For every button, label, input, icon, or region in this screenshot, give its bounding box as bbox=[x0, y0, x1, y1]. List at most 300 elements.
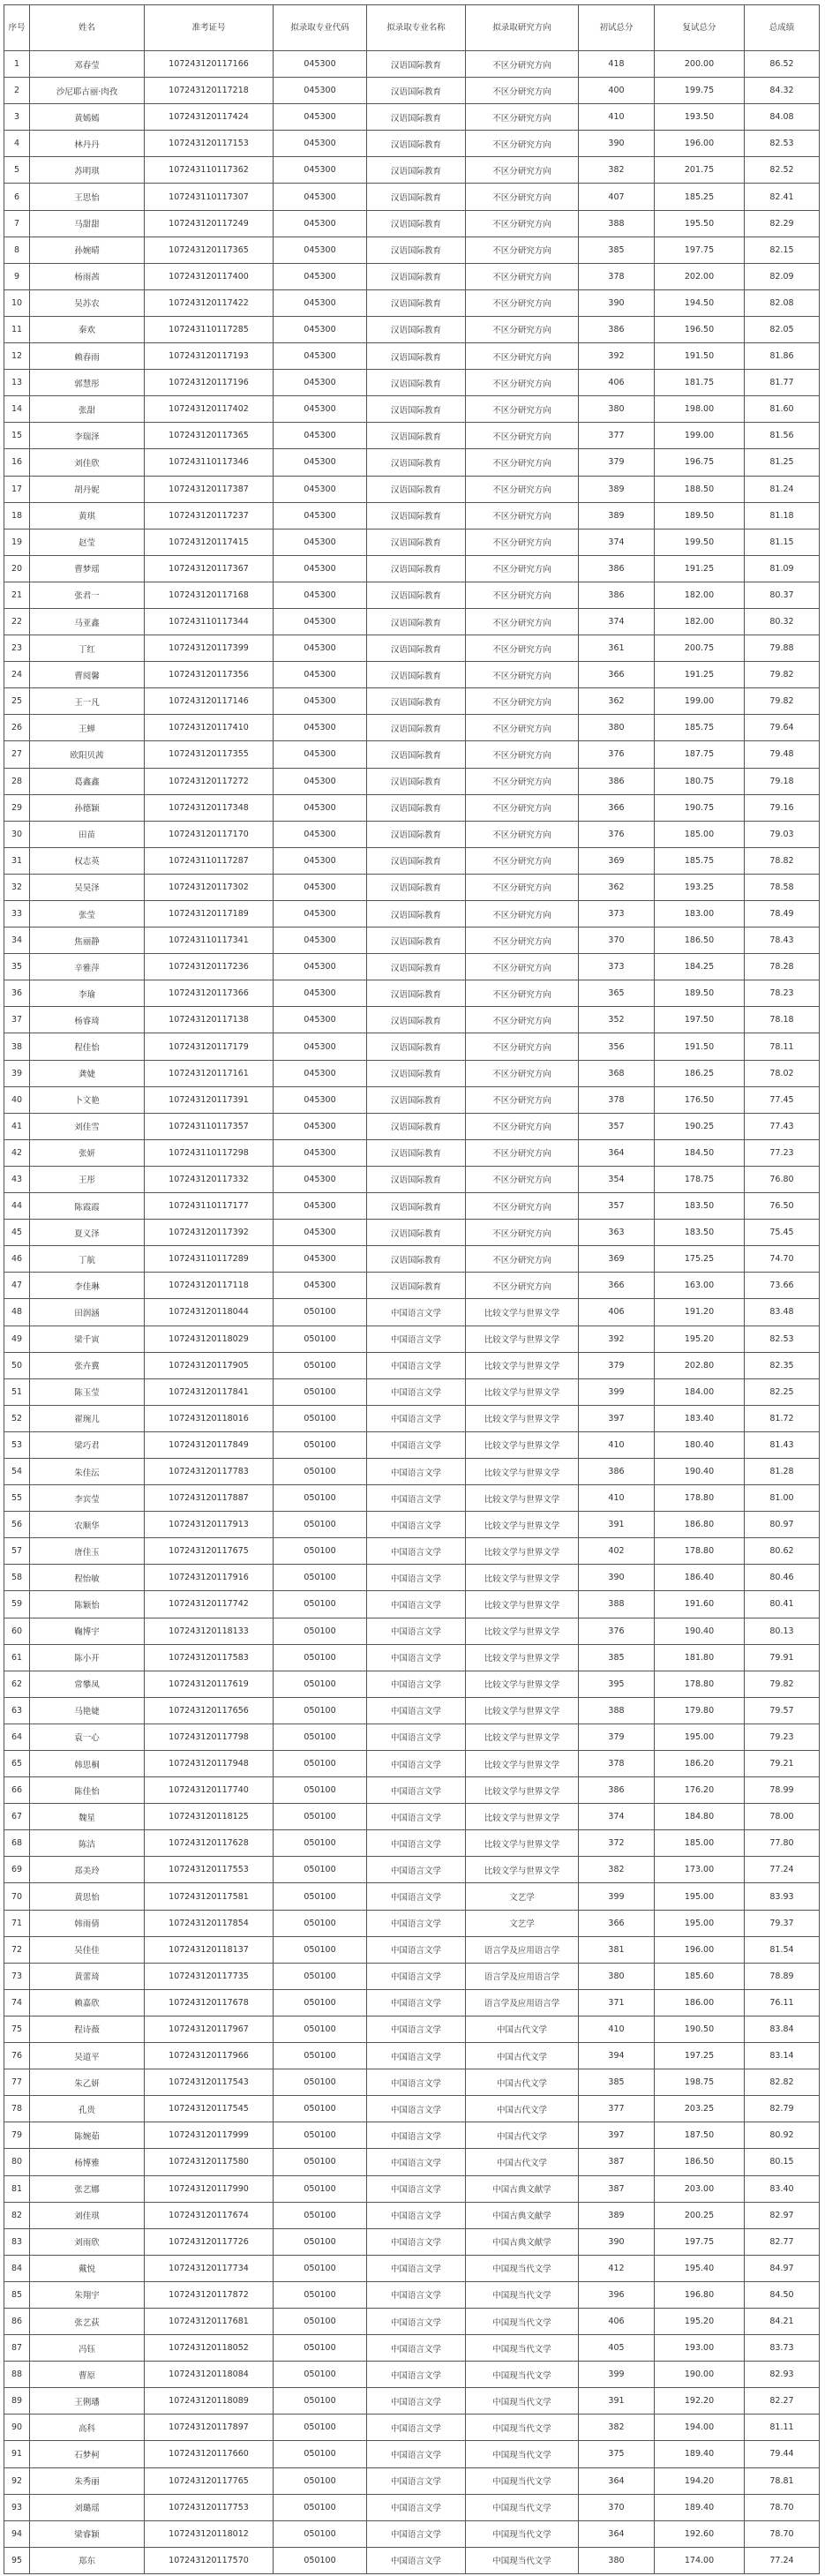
cell-major-code: 045300 bbox=[274, 131, 367, 157]
cell-retest-score: 179.80 bbox=[655, 1697, 745, 1724]
table-row bbox=[4, 2043, 820, 2069]
cell-exam-id: 107243120117681 bbox=[145, 2308, 274, 2334]
cell-exam-id: 107243120117553 bbox=[145, 1857, 274, 1883]
cell-retest-score: 163.00 bbox=[655, 1273, 745, 1299]
cell-prelim-score: 386 bbox=[579, 1777, 655, 1804]
table-row bbox=[4, 423, 820, 449]
cell-major-code: 050100 bbox=[274, 1804, 367, 1830]
cell-major-name: 中国语言文学 bbox=[367, 1352, 466, 1378]
cell-name: 常攀凤 bbox=[30, 1671, 145, 1697]
cell-seq: 28 bbox=[4, 768, 30, 794]
cell-research-direction: 不区分研究方向 bbox=[466, 741, 579, 768]
cell-total-score: 81.25 bbox=[745, 449, 820, 476]
cell-total-score: 75.45 bbox=[745, 1220, 820, 1246]
cell-total-score: 78.58 bbox=[745, 874, 820, 900]
cell-research-direction: 不区分研究方向 bbox=[466, 78, 579, 104]
cell-retest-score: 203.25 bbox=[655, 2096, 745, 2122]
table-row bbox=[4, 343, 820, 370]
cell-total-score: 78.49 bbox=[745, 901, 820, 928]
cell-prelim-score: 410 bbox=[579, 104, 655, 131]
cell-exam-id: 107243120117249 bbox=[145, 210, 274, 237]
cell-prelim-score: 406 bbox=[579, 370, 655, 396]
cell-research-direction: 比较文学与世界文学 bbox=[466, 1299, 579, 1326]
cell-total-score: 78.70 bbox=[745, 2520, 820, 2547]
table-row bbox=[4, 1857, 820, 1883]
cell-prelim-score: 352 bbox=[579, 1007, 655, 1033]
cell-research-direction: 不区分研究方向 bbox=[466, 980, 579, 1007]
cell-seq: 79 bbox=[4, 2122, 30, 2149]
cell-total-score: 82.41 bbox=[745, 184, 820, 210]
cell-exam-id: 107243120117948 bbox=[145, 1751, 274, 1777]
cell-name: 梁巧君 bbox=[30, 1431, 145, 1458]
table-row bbox=[4, 449, 820, 476]
cell-total-score: 79.23 bbox=[745, 1724, 820, 1750]
cell-name: 王一凡 bbox=[30, 688, 145, 715]
cell-retest-score: 185.75 bbox=[655, 847, 745, 874]
cell-seq: 92 bbox=[4, 2467, 30, 2494]
cell-research-direction: 中国古代文学 bbox=[466, 2096, 579, 2122]
cell-retest-score: 193.50 bbox=[655, 104, 745, 131]
cell-prelim-score: 380 bbox=[579, 2547, 655, 2573]
cell-name: 秦欢 bbox=[30, 316, 145, 342]
cell-seq: 49 bbox=[4, 1326, 30, 1352]
cell-name: 林丹丹 bbox=[30, 131, 145, 157]
cell-major-code: 045300 bbox=[274, 1060, 367, 1086]
cell-exam-id: 107243120117675 bbox=[145, 1538, 274, 1565]
table-row bbox=[4, 1246, 820, 1273]
cell-seq: 69 bbox=[4, 1857, 30, 1883]
table-row bbox=[4, 2096, 820, 2122]
cell-name: 马亚鑫 bbox=[30, 608, 145, 635]
cell-major-name: 中国语言文学 bbox=[367, 2149, 466, 2175]
cell-prelim-score: 366 bbox=[579, 794, 655, 821]
cell-seq: 83 bbox=[4, 2228, 30, 2255]
cell-retest-score: 196.00 bbox=[655, 1936, 745, 1963]
cell-major-name: 中国语言文学 bbox=[367, 1804, 466, 1830]
table-row bbox=[4, 263, 820, 289]
table-row bbox=[4, 2255, 820, 2281]
header-seq: 序号 bbox=[4, 5, 30, 51]
cell-total-score: 78.43 bbox=[745, 928, 820, 954]
table-row bbox=[4, 1618, 820, 1644]
cell-research-direction: 比较文学与世界文学 bbox=[466, 1830, 579, 1857]
cell-seq: 10 bbox=[4, 289, 30, 316]
cell-research-direction: 比较文学与世界文学 bbox=[466, 1671, 579, 1697]
cell-seq: 53 bbox=[4, 1431, 30, 1458]
cell-retest-score: 200.25 bbox=[655, 2202, 745, 2228]
cell-major-code: 045300 bbox=[274, 768, 367, 794]
cell-prelim-score: 379 bbox=[579, 449, 655, 476]
cell-name: 翟琬儿 bbox=[30, 1405, 145, 1431]
cell-exam-id: 107243120117990 bbox=[145, 2175, 274, 2202]
cell-name: 丁红 bbox=[30, 635, 145, 662]
cell-major-code: 050100 bbox=[274, 1777, 367, 1804]
cell-total-score: 82.79 bbox=[745, 2096, 820, 2122]
cell-research-direction: 比较文学与世界文学 bbox=[466, 1644, 579, 1671]
cell-major-name: 汉语国际教育 bbox=[367, 1139, 466, 1166]
cell-research-direction: 不区分研究方向 bbox=[466, 928, 579, 954]
cell-exam-id: 107243120117999 bbox=[145, 2122, 274, 2149]
cell-major-code: 050100 bbox=[274, 2043, 367, 2069]
cell-research-direction: 不区分研究方向 bbox=[466, 316, 579, 342]
cell-retest-score: 181.80 bbox=[655, 1644, 745, 1671]
cell-exam-id: 107243120117138 bbox=[145, 1007, 274, 1033]
cell-research-direction: 中国古代文学 bbox=[466, 2069, 579, 2096]
cell-major-name: 中国语言文学 bbox=[367, 1618, 466, 1644]
cell-name: 袁一心 bbox=[30, 1724, 145, 1750]
cell-exam-id: 107243120117660 bbox=[145, 2441, 274, 2467]
cell-major-name: 汉语国际教育 bbox=[367, 662, 466, 688]
table-row bbox=[4, 2308, 820, 2334]
cell-name: 刘佳琪 bbox=[30, 2202, 145, 2228]
cell-name: 张君一 bbox=[30, 582, 145, 608]
cell-prelim-score: 405 bbox=[579, 2335, 655, 2362]
cell-exam-id: 107243120117678 bbox=[145, 1989, 274, 2016]
cell-total-score: 79.64 bbox=[745, 715, 820, 741]
cell-total-score: 82.52 bbox=[745, 157, 820, 184]
cell-major-name: 中国语言文学 bbox=[367, 1963, 466, 1989]
cell-prelim-score: 366 bbox=[579, 1910, 655, 1936]
cell-exam-id: 107243120117367 bbox=[145, 555, 274, 582]
header-major-name: 拟录取专业名称 bbox=[367, 5, 466, 51]
cell-exam-id: 107243120117656 bbox=[145, 1697, 274, 1724]
cell-exam-id: 107243120117348 bbox=[145, 794, 274, 821]
cell-major-name: 中国语言文学 bbox=[367, 1751, 466, 1777]
cell-research-direction: 不区分研究方向 bbox=[466, 104, 579, 131]
cell-total-score: 82.35 bbox=[745, 1352, 820, 1378]
cell-exam-id: 107243120117619 bbox=[145, 1671, 274, 1697]
cell-prelim-score: 391 bbox=[579, 2388, 655, 2415]
cell-major-code: 050100 bbox=[274, 1485, 367, 1512]
cell-major-code: 050100 bbox=[274, 1431, 367, 1458]
cell-prelim-score: 386 bbox=[579, 555, 655, 582]
table-row bbox=[4, 1565, 820, 1591]
cell-research-direction: 比较文学与世界文学 bbox=[466, 1565, 579, 1591]
cell-prelim-score: 370 bbox=[579, 928, 655, 954]
cell-major-name: 汉语国际教育 bbox=[367, 768, 466, 794]
cell-name: 吴佳佳 bbox=[30, 1936, 145, 1963]
cell-prelim-score: 368 bbox=[579, 1060, 655, 1086]
cell-major-name: 中国语言文学 bbox=[367, 2043, 466, 2069]
cell-retest-score: 194.50 bbox=[655, 289, 745, 316]
cell-total-score: 82.53 bbox=[745, 131, 820, 157]
cell-retest-score: 197.50 bbox=[655, 1007, 745, 1033]
cell-name: 苏明琪 bbox=[30, 157, 145, 184]
table-row bbox=[4, 1060, 820, 1086]
cell-seq: 89 bbox=[4, 2388, 30, 2415]
cell-major-code: 045300 bbox=[274, 1193, 367, 1220]
cell-research-direction: 中国现当代文学 bbox=[466, 2441, 579, 2467]
table-row bbox=[4, 1724, 820, 1750]
cell-total-score: 82.09 bbox=[745, 263, 820, 289]
table-row bbox=[4, 2175, 820, 2202]
cell-major-code: 050100 bbox=[274, 2441, 367, 2467]
cell-research-direction: 不区分研究方向 bbox=[466, 502, 579, 529]
cell-exam-id: 107243120117967 bbox=[145, 2016, 274, 2042]
table-row bbox=[4, 928, 820, 954]
cell-research-direction: 比较文学与世界文学 bbox=[466, 1751, 579, 1777]
cell-name: 葛鑫鑫 bbox=[30, 768, 145, 794]
cell-total-score: 79.16 bbox=[745, 794, 820, 821]
cell-major-name: 汉语国际教育 bbox=[367, 210, 466, 237]
cell-seq: 86 bbox=[4, 2308, 30, 2334]
cell-prelim-score: 385 bbox=[579, 237, 655, 263]
cell-retest-score: 187.75 bbox=[655, 741, 745, 768]
table-row bbox=[4, 2362, 820, 2388]
cell-research-direction: 不区分研究方向 bbox=[466, 449, 579, 476]
cell-total-score: 81.24 bbox=[745, 476, 820, 502]
cell-major-code: 045300 bbox=[274, 237, 367, 263]
cell-major-name: 中国语言文学 bbox=[367, 1299, 466, 1326]
cell-total-score: 76.80 bbox=[745, 1166, 820, 1192]
cell-seq: 61 bbox=[4, 1644, 30, 1671]
cell-prelim-score: 389 bbox=[579, 502, 655, 529]
cell-retest-score: 196.80 bbox=[655, 2281, 745, 2308]
cell-name: 张妍 bbox=[30, 1139, 145, 1166]
table-row bbox=[4, 608, 820, 635]
table-row bbox=[4, 874, 820, 900]
cell-total-score: 83.48 bbox=[745, 1299, 820, 1326]
cell-major-code: 050100 bbox=[274, 2175, 367, 2202]
cell-retest-score: 194.00 bbox=[655, 2415, 745, 2441]
cell-retest-score: 184.50 bbox=[655, 1139, 745, 1166]
cell-research-direction: 不区分研究方向 bbox=[466, 582, 579, 608]
cell-prelim-score: 392 bbox=[579, 1326, 655, 1352]
cell-exam-id: 107243120117179 bbox=[145, 1033, 274, 1060]
cell-exam-id: 107243110117346 bbox=[145, 449, 274, 476]
cell-major-code: 050100 bbox=[274, 2069, 367, 2096]
cell-exam-id: 107243120117872 bbox=[145, 2281, 274, 2308]
cell-name: 夏义泽 bbox=[30, 1220, 145, 1246]
cell-prelim-score: 356 bbox=[579, 1033, 655, 1060]
cell-total-score: 81.00 bbox=[745, 1485, 820, 1512]
cell-seq: 18 bbox=[4, 502, 30, 529]
cell-major-code: 050100 bbox=[274, 1724, 367, 1750]
cell-total-score: 81.43 bbox=[745, 1431, 820, 1458]
cell-prelim-score: 418 bbox=[579, 51, 655, 78]
cell-name: 焦丽静 bbox=[30, 928, 145, 954]
cell-retest-score: 189.40 bbox=[655, 2441, 745, 2467]
cell-seq: 27 bbox=[4, 741, 30, 768]
cell-total-score: 79.82 bbox=[745, 662, 820, 688]
cell-major-code: 050100 bbox=[274, 1299, 367, 1326]
cell-seq: 88 bbox=[4, 2362, 30, 2388]
cell-name: 李佳琳 bbox=[30, 1273, 145, 1299]
cell-retest-score: 195.50 bbox=[655, 210, 745, 237]
cell-prelim-score: 361 bbox=[579, 635, 655, 662]
table-row bbox=[4, 2335, 820, 2362]
cell-research-direction: 比较文学与世界文学 bbox=[466, 1538, 579, 1565]
cell-total-score: 77.23 bbox=[745, 1139, 820, 1166]
cell-name: 石梦柯 bbox=[30, 2441, 145, 2467]
cell-retest-score: 185.00 bbox=[655, 821, 745, 847]
cell-total-score: 78.70 bbox=[745, 2494, 820, 2520]
cell-retest-score: 199.50 bbox=[655, 529, 745, 555]
cell-prelim-score: 376 bbox=[579, 741, 655, 768]
cell-prelim-score: 376 bbox=[579, 821, 655, 847]
cell-retest-score: 196.00 bbox=[655, 131, 745, 157]
cell-major-name: 汉语国际教育 bbox=[367, 582, 466, 608]
table-body bbox=[4, 51, 820, 2574]
cell-retest-score: 195.40 bbox=[655, 2255, 745, 2281]
cell-total-score: 81.86 bbox=[745, 343, 820, 370]
cell-major-name: 中国语言文学 bbox=[367, 2281, 466, 2308]
cell-seq: 38 bbox=[4, 1033, 30, 1060]
cell-seq: 4 bbox=[4, 131, 30, 157]
cell-research-direction: 比较文学与世界文学 bbox=[466, 1405, 579, 1431]
table-row bbox=[4, 1431, 820, 1458]
cell-research-direction: 比较文学与世界文学 bbox=[466, 1378, 579, 1405]
cell-research-direction: 中国现当代文学 bbox=[466, 2547, 579, 2573]
cell-name: 刘佳雪 bbox=[30, 1113, 145, 1139]
cell-name: 黄琪 bbox=[30, 502, 145, 529]
cell-research-direction: 比较文学与世界文学 bbox=[466, 1618, 579, 1644]
table-row bbox=[4, 2494, 820, 2520]
cell-exam-id: 107243120117218 bbox=[145, 78, 274, 104]
cell-major-name: 中国语言文学 bbox=[367, 2308, 466, 2334]
cell-retest-score: 195.20 bbox=[655, 1326, 745, 1352]
cell-major-code: 045300 bbox=[274, 635, 367, 662]
cell-major-code: 050100 bbox=[274, 2255, 367, 2281]
cell-prelim-score: 364 bbox=[579, 2520, 655, 2547]
cell-major-name: 汉语国际教育 bbox=[367, 529, 466, 555]
cell-retest-score: 185.75 bbox=[655, 715, 745, 741]
cell-research-direction: 不区分研究方向 bbox=[466, 768, 579, 794]
table-row bbox=[4, 847, 820, 874]
cell-name: 陈霞霞 bbox=[30, 1193, 145, 1220]
cell-major-name: 中国语言文学 bbox=[367, 2494, 466, 2520]
cell-total-score: 80.97 bbox=[745, 1512, 820, 1538]
cell-exam-id: 107243120117798 bbox=[145, 1724, 274, 1750]
cell-major-code: 045300 bbox=[274, 715, 367, 741]
cell-name: 丁航 bbox=[30, 1246, 145, 1273]
table-row bbox=[4, 316, 820, 342]
cell-prelim-score: 357 bbox=[579, 1193, 655, 1220]
cell-name: 马艳婕 bbox=[30, 1697, 145, 1724]
cell-research-direction: 不区分研究方向 bbox=[466, 1193, 579, 1220]
cell-retest-score: 190.40 bbox=[655, 1458, 745, 1484]
cell-name: 赵莹 bbox=[30, 529, 145, 555]
cell-major-name: 汉语国际教育 bbox=[367, 715, 466, 741]
cell-research-direction: 中国古典文献学 bbox=[466, 2175, 579, 2202]
cell-research-direction: 比较文学与世界文学 bbox=[466, 1591, 579, 1618]
cell-research-direction: 比较文学与世界文学 bbox=[466, 1458, 579, 1484]
cell-major-code: 045300 bbox=[274, 104, 367, 131]
cell-exam-id: 107243120117783 bbox=[145, 1458, 274, 1484]
cell-retest-score: 183.50 bbox=[655, 1193, 745, 1220]
cell-name: 陈玉莹 bbox=[30, 1378, 145, 1405]
table-row bbox=[4, 1113, 820, 1139]
cell-exam-id: 107243120117365 bbox=[145, 237, 274, 263]
cell-prelim-score: 380 bbox=[579, 715, 655, 741]
cell-seq: 48 bbox=[4, 1299, 30, 1326]
cell-major-name: 中国语言文学 bbox=[367, 1512, 466, 1538]
cell-research-direction: 文艺学 bbox=[466, 1910, 579, 1936]
cell-major-code: 050100 bbox=[274, 2096, 367, 2122]
cell-major-name: 中国语言文学 bbox=[367, 1777, 466, 1804]
table-row bbox=[4, 635, 820, 662]
cell-name: 李瑞泽 bbox=[30, 423, 145, 449]
cell-seq: 6 bbox=[4, 184, 30, 210]
cell-retest-score: 192.20 bbox=[655, 2388, 745, 2415]
cell-total-score: 76.11 bbox=[745, 1989, 820, 2016]
cell-exam-id: 107243120117966 bbox=[145, 2043, 274, 2069]
cell-major-code: 045300 bbox=[274, 608, 367, 635]
cell-prelim-score: 373 bbox=[579, 954, 655, 980]
cell-exam-id: 107243120117742 bbox=[145, 1591, 274, 1618]
cell-retest-score: 190.50 bbox=[655, 2016, 745, 2042]
cell-research-direction: 中国古典文献学 bbox=[466, 2202, 579, 2228]
cell-exam-id: 107243120118137 bbox=[145, 1936, 274, 1963]
cell-research-direction: 不区分研究方向 bbox=[466, 157, 579, 184]
cell-prelim-score: 387 bbox=[579, 2175, 655, 2202]
cell-major-code: 050100 bbox=[274, 1697, 367, 1724]
cell-major-name: 汉语国际教育 bbox=[367, 237, 466, 263]
cell-prelim-score: 389 bbox=[579, 476, 655, 502]
cell-name: 田苗 bbox=[30, 821, 145, 847]
table-row bbox=[4, 1910, 820, 1936]
cell-retest-score: 198.00 bbox=[655, 396, 745, 423]
cell-total-score: 80.62 bbox=[745, 1538, 820, 1565]
cell-seq: 19 bbox=[4, 529, 30, 555]
cell-exam-id: 107243120117849 bbox=[145, 1431, 274, 1458]
cell-seq: 11 bbox=[4, 316, 30, 342]
cell-major-name: 中国语言文学 bbox=[367, 1405, 466, 1431]
cell-research-direction: 不区分研究方向 bbox=[466, 1033, 579, 1060]
cell-major-code: 045300 bbox=[274, 51, 367, 78]
cell-retest-score: 191.20 bbox=[655, 1299, 745, 1326]
cell-exam-id: 107243120117424 bbox=[145, 104, 274, 131]
table-row bbox=[4, 502, 820, 529]
cell-research-direction: 不区分研究方向 bbox=[466, 263, 579, 289]
cell-name: 陈婉茹 bbox=[30, 2122, 145, 2149]
cell-seq: 44 bbox=[4, 1193, 30, 1220]
cell-research-direction: 语言学及应用语言学 bbox=[466, 1989, 579, 2016]
cell-retest-score: 195.20 bbox=[655, 2308, 745, 2334]
cell-retest-score: 174.00 bbox=[655, 2547, 745, 2573]
cell-seq: 71 bbox=[4, 1910, 30, 1936]
cell-major-name: 汉语国际教育 bbox=[367, 1033, 466, 1060]
cell-exam-id: 107243120117415 bbox=[145, 529, 274, 555]
table-row bbox=[4, 396, 820, 423]
cell-major-code: 045300 bbox=[274, 980, 367, 1007]
table-row bbox=[4, 1883, 820, 1910]
cell-major-code: 045300 bbox=[274, 874, 367, 900]
cell-research-direction: 比较文学与世界文学 bbox=[466, 1857, 579, 1883]
cell-name: 赖嘉欣 bbox=[30, 1989, 145, 2016]
cell-major-name: 中国语言文学 bbox=[367, 2255, 466, 2281]
cell-research-direction: 不区分研究方向 bbox=[466, 210, 579, 237]
table-row bbox=[4, 370, 820, 396]
cell-research-direction: 中国现当代文学 bbox=[466, 2467, 579, 2494]
cell-exam-id: 107243120117543 bbox=[145, 2069, 274, 2096]
cell-total-score: 82.08 bbox=[745, 289, 820, 316]
cell-total-score: 81.56 bbox=[745, 423, 820, 449]
cell-total-score: 82.53 bbox=[745, 1326, 820, 1352]
cell-seq: 47 bbox=[4, 1273, 30, 1299]
cell-retest-score: 178.80 bbox=[655, 1671, 745, 1697]
cell-major-name: 中国语言文学 bbox=[367, 2520, 466, 2547]
cell-name: 张甜 bbox=[30, 396, 145, 423]
cell-major-code: 050100 bbox=[274, 1857, 367, 1883]
cell-major-code: 050100 bbox=[274, 2335, 367, 2362]
cell-seq: 95 bbox=[4, 2547, 30, 2573]
cell-prelim-score: 400 bbox=[579, 78, 655, 104]
cell-major-name: 汉语国际教育 bbox=[367, 263, 466, 289]
cell-major-name: 中国语言文学 bbox=[367, 1883, 466, 1910]
cell-research-direction: 不区分研究方向 bbox=[466, 396, 579, 423]
cell-prelim-score: 410 bbox=[579, 1485, 655, 1512]
